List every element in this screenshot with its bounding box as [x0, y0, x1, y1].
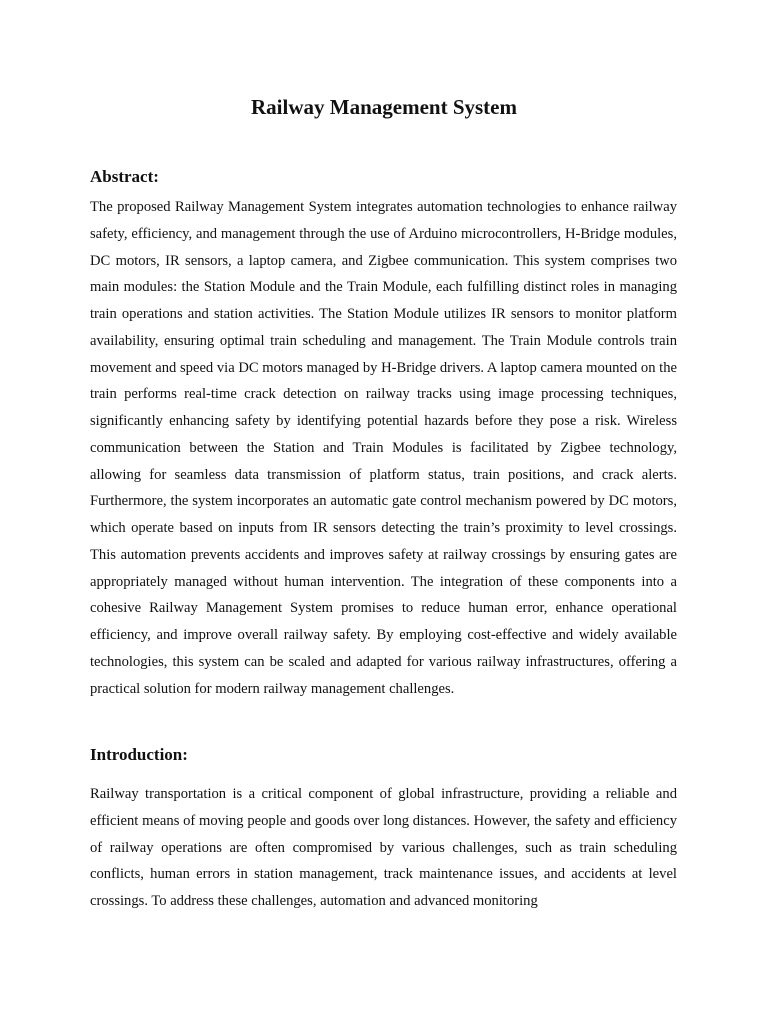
abstract-paragraph: The proposed Railway Management System integrates automation technologies to enhance railway safety, efficiency, and management through the use of Arduino microcontrollers, H-Bridge modules, DC motors, IR sensors, a laptop camera, and Zigbee communication. This system comprises two main modules: the Station Module and the Train Module, each fulfilling distinct roles in managing train operations and station activities. The Station Module utilizes IR sensors to monitor platform availability, ensuring optimal train scheduling and management. The Train Module controls train movement and speed via DC motors managed by H-Bridge drivers. A laptop camera mounted on the train performs real-time crack detection on railway tracks using image processing techniques, significantly enhancing safety by identifying potential hazards before they pose a risk. Wireless communication between the Station and Train Modules is facilitated by Zigbee technology, allowing for seamless data transmission of platform status, train positions, and crack alerts. Furthermore, the system incorporates an automatic gate control mechanism powered by DC motors, which operate based on inputs from IR sensors detecting the train’s proximity to level crossings. This automation prevents accidents and improves safety at railway crossings by ensuring gates are appropriately managed without human intervention. The integration of these components into a cohesive Railway Management System promises to reduce human error, enhance operational efficiency, and improve overall railway safety. By employing cost-effective and widely available technologies, this system can be scaled and adapted for various railway infrastructures, offering a practical solution for modern railway management challenges.: [90, 199, 677, 697]
introduction-heading: Introduction:: [90, 745, 188, 764]
introduction-paragraph: Railway transportation is a critical component of global infrastructure, providing a reliable and efficient means of moving people and goods over long distances. However, the safety and efficiency of railway operations are often compromised by various challenges, such as train scheduling conflicts, human errors in station management, track maintenance issues, and accidents at level crossings. To address these challenges, automation and advanced monitoring: [90, 786, 677, 909]
abstract-heading: Abstract:: [90, 167, 159, 186]
document-title: Railway Management System: [251, 95, 517, 119]
